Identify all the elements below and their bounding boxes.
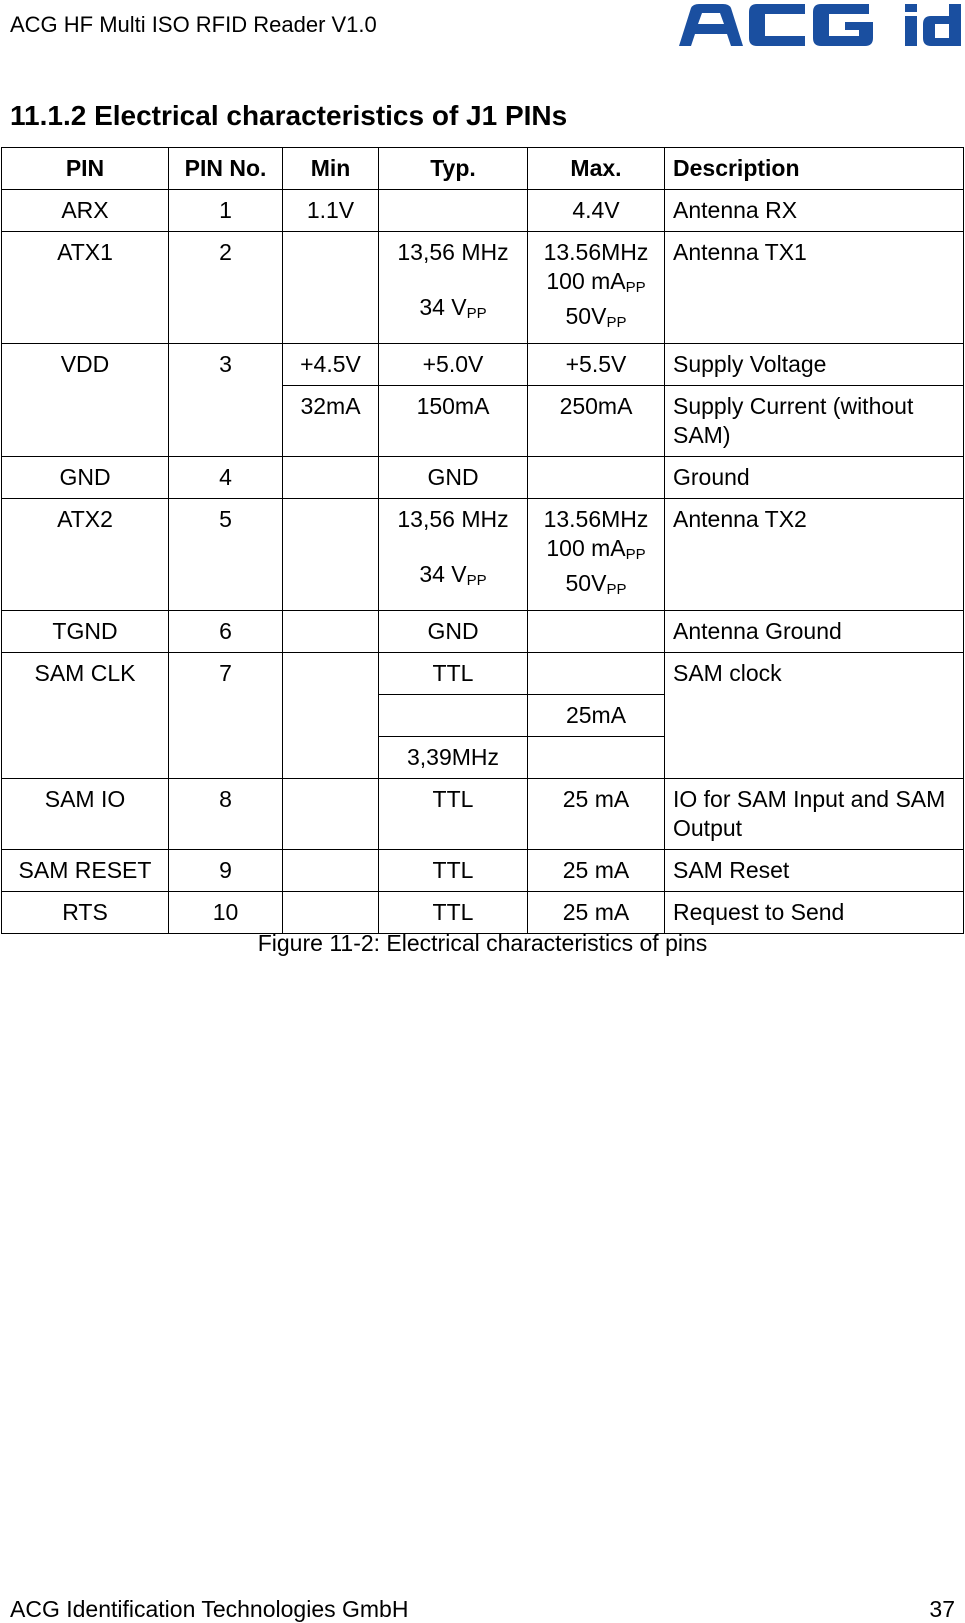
cell-max: 25 mA	[528, 892, 665, 934]
cell-min	[283, 232, 379, 344]
cell-min	[283, 653, 379, 779]
cell-typ	[379, 232, 528, 344]
figure-caption: Figure 11-2: Electrical characteristics of pins	[257, 930, 708, 956]
table-row	[2, 892, 964, 934]
cell-typ	[379, 499, 528, 611]
cell-min: 1.1V	[283, 190, 379, 232]
cell-description: IO for SAM Input and SAM Output	[665, 779, 964, 850]
column-header-description: Description	[665, 148, 964, 190]
cell-pin-no: 10	[169, 892, 283, 934]
max-frequency: 13.56MHz	[543, 239, 649, 265]
cell-description: Request to Send	[665, 892, 964, 934]
cell-pin: ARX	[2, 190, 169, 232]
cell-max: 25mA	[528, 695, 665, 737]
column-header-typ: Typ.	[379, 148, 528, 190]
cell-pin-no: 5	[169, 499, 283, 611]
cell-max: +5.5V	[528, 344, 665, 386]
document-header-title: ACG HF Multi ISO RFID Reader V1.0	[10, 12, 377, 37]
cell-max	[528, 499, 665, 611]
cell-pin-no: 3	[169, 344, 283, 457]
cell-typ: TTL	[379, 892, 528, 934]
cell-pin-no: 6	[169, 611, 283, 653]
column-header-pin: PIN	[2, 148, 169, 190]
cell-pin: VDD	[2, 344, 169, 457]
cell-description: Antenna Ground	[665, 611, 964, 653]
cell-pin-no: 8	[169, 779, 283, 850]
max-voltage: 50V	[565, 303, 607, 329]
acg-id-logo	[679, 2, 962, 52]
table-row	[2, 232, 964, 344]
cell-description: Ground	[665, 457, 964, 499]
table-row	[2, 344, 964, 386]
cell-typ: GND	[379, 611, 528, 653]
footer-company: ACG Identification Technologies GmbH	[10, 1596, 409, 1622]
max-current: 100 mA	[546, 535, 626, 561]
cell-pin: SAM CLK	[2, 653, 169, 779]
table-row	[2, 779, 964, 850]
table-row	[2, 499, 964, 611]
cell-max: 4.4V	[528, 190, 665, 232]
table-row	[2, 611, 964, 653]
page-number: 37	[929, 1596, 955, 1622]
max-frequency: 13.56MHz	[543, 506, 649, 532]
cell-pin: SAM RESET	[2, 850, 169, 892]
cell-max: 25 mA	[528, 850, 665, 892]
cell-description: Antenna TX2	[665, 499, 964, 611]
column-header-pin-no: PIN No.	[169, 148, 283, 190]
cell-max: 25 mA	[528, 779, 665, 850]
cell-description: SAM clock	[665, 653, 964, 779]
typ-voltage: 34 V	[419, 561, 467, 587]
column-header-min: Min	[283, 148, 379, 190]
max-voltage: 50V	[565, 570, 607, 596]
cell-description: Antenna TX1	[665, 232, 964, 344]
unit-subscript: PP	[606, 581, 627, 598]
typ-voltage: 34 V	[419, 294, 467, 320]
cell-min	[283, 850, 379, 892]
cell-description: Antenna RX	[665, 190, 964, 232]
cell-max	[528, 737, 665, 779]
unit-subscript: PP	[625, 279, 646, 296]
cell-typ: TTL	[379, 779, 528, 850]
max-current: 100 mA	[546, 268, 626, 294]
cell-min: 32mA	[283, 386, 379, 457]
cell-pin: ATX1	[2, 232, 169, 344]
cell-pin: SAM IO	[2, 779, 169, 850]
pin-characteristics-table	[1, 147, 964, 934]
cell-max	[528, 457, 665, 499]
cell-min	[283, 779, 379, 850]
cell-typ: 3,39MHz	[379, 737, 528, 779]
cell-pin-no: 1	[169, 190, 283, 232]
cell-pin: RTS	[2, 892, 169, 934]
table-row	[2, 653, 964, 695]
cell-pin-no: 4	[169, 457, 283, 499]
cell-pin: ATX2	[2, 499, 169, 611]
cell-max	[528, 232, 665, 344]
cell-max: 250mA	[528, 386, 665, 457]
cell-description: SAM Reset	[665, 850, 964, 892]
cell-pin-no: 7	[169, 653, 283, 779]
section-title: 11.1.2 Electrical characteristics of J1 PINs	[10, 100, 568, 131]
column-header-max: Max.	[528, 148, 665, 190]
logo-shapes	[679, 4, 961, 46]
cell-typ: 150mA	[379, 386, 528, 457]
cell-pin-no: 2	[169, 232, 283, 344]
cell-min	[283, 457, 379, 499]
cell-pin: GND	[2, 457, 169, 499]
cell-min	[283, 892, 379, 934]
unit-subscript: PP	[466, 572, 487, 589]
cell-typ: GND	[379, 457, 528, 499]
table-row	[2, 850, 964, 892]
unit-subscript: PP	[625, 546, 646, 563]
cell-typ	[379, 190, 528, 232]
table-header-row	[2, 148, 964, 190]
table-row	[2, 190, 964, 232]
cell-typ	[379, 695, 528, 737]
cell-description: Supply Voltage	[665, 344, 964, 386]
cell-max	[528, 611, 665, 653]
unit-subscript: PP	[606, 314, 627, 331]
cell-typ: +5.0V	[379, 344, 528, 386]
cell-typ: TTL	[379, 653, 528, 695]
cell-description: Supply Current (without SAM)	[665, 386, 964, 457]
unit-subscript: PP	[466, 305, 487, 322]
cell-pin: TGND	[2, 611, 169, 653]
cell-min	[283, 611, 379, 653]
table-row	[2, 457, 964, 499]
cell-min: +4.5V	[283, 344, 379, 386]
typ-frequency: 13,56 MHz	[397, 239, 509, 265]
cell-max	[528, 653, 665, 695]
cell-pin-no: 9	[169, 850, 283, 892]
typ-frequency: 13,56 MHz	[397, 506, 509, 532]
cell-typ: TTL	[379, 850, 528, 892]
cell-min	[283, 499, 379, 611]
